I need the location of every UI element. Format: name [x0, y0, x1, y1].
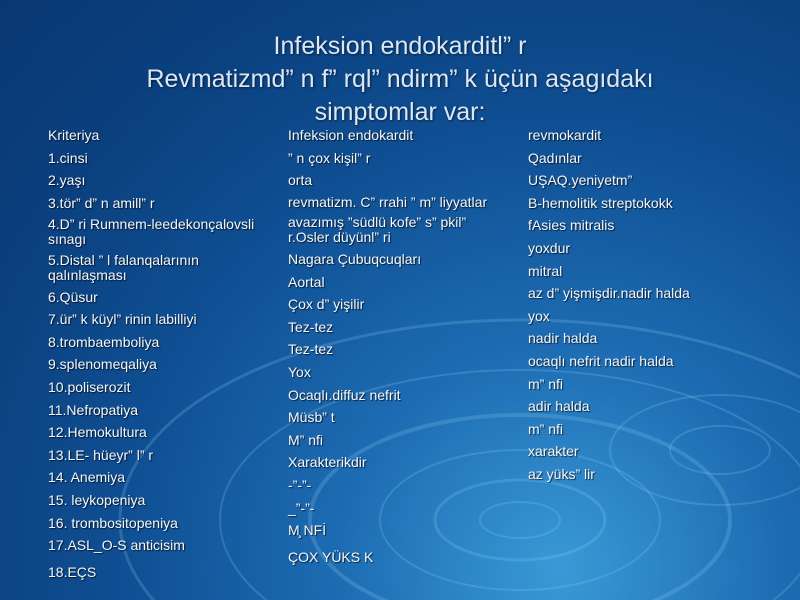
rheumocarditis-item: m” nfi — [528, 420, 563, 437]
rheumocarditis-item: adir halda — [528, 398, 590, 415]
endocarditis-item: ÇOX YÜKS K — [288, 549, 374, 566]
criteria-item: 12.Hemokultura — [48, 424, 147, 441]
rheumocarditis-item: yoxdur — [528, 239, 571, 256]
criteria-item: 4.D” ri Rumnem-leedekonçalovsli sınagı — [48, 216, 255, 248]
criteria-item: 14. Anemiya — [48, 469, 126, 486]
rheumocarditis-item: mitral — [528, 262, 563, 279]
criteria-item: 1.cinsi — [48, 149, 88, 166]
rheumocarditis-item: m” nfi — [528, 375, 563, 392]
endocarditis-item: Aortal — [288, 273, 325, 290]
endocarditis-item: Tez-tez — [288, 341, 334, 358]
rheumocarditis-item: fAsies mitralis — [528, 217, 615, 234]
criteria-item: 15. leykopeniya — [48, 491, 146, 508]
criteria-item: 8.trombaemboliya — [48, 333, 160, 350]
endocarditis-item: Ocaqlı.diffuz nefrit — [288, 386, 401, 403]
criteria-item: 10.poliserozit — [48, 378, 131, 395]
criteria-item: 16. trombositopeniya — [48, 514, 178, 531]
criteria-item: 3.tör” d” n amill” r — [48, 194, 155, 211]
criteria-item: 18.EÇS — [48, 564, 97, 581]
endocarditis-item: Tez-tez — [288, 318, 334, 335]
title-line-1: Infeksion endokarditl” r — [273, 32, 527, 60]
rheumocarditis-column — [528, 127, 778, 489]
endocarditis-item: Infeksion endokardit — [288, 127, 414, 143]
endocarditis-item: _”-”- — [288, 499, 315, 516]
title-line-2: Revmatizmd” n f” rql” ndirm” k üçün aşagıdakı — [146, 65, 654, 93]
criteria-item: 7.ür” k küyl” rinin labilliyi — [48, 311, 197, 328]
rheumocarditis-item: az d” yişmişdir.nadir halda — [528, 285, 690, 302]
rheumocarditis-item: Qadınlar — [528, 149, 582, 166]
infective-endocarditis-column — [288, 127, 508, 572]
criteria-item: 9.splenomeqaliya — [48, 356, 157, 373]
endocarditis-item: M” nfi — [288, 431, 323, 448]
endocarditis-item: ” n çox kişil” r — [288, 149, 371, 166]
criteria-item: Kriteriya — [48, 127, 100, 143]
criteria-item: 5.Distal ” l falanqalarının qalınlaşması — [48, 251, 199, 283]
criteria-item: 17.ASL_O-S anticisim — [48, 537, 185, 554]
rheumocarditis-item: az yüks” lir — [528, 465, 595, 482]
endocarditis-item: M̧ NFİ — [288, 522, 327, 539]
endocarditis-item: avazımış ”südlü kofe” s” pkil” r.Osler düyünl” ri — [288, 214, 467, 246]
criteria-column — [48, 127, 258, 587]
rheumocarditis-item: nadir halda — [528, 330, 598, 347]
rheumocarditis-item: ocaqlı nefrit nadir halda — [528, 352, 674, 369]
criteria-item: 13.LE- hüeyr” l” r — [48, 446, 154, 463]
rheumocarditis-item: xarakter — [528, 443, 579, 460]
rheumocarditis-item: yox — [528, 307, 550, 324]
endocarditis-item: Nagara Çubuqcuqları — [288, 250, 422, 267]
rheumocarditis-item: B-hemolitik streptokokk — [528, 194, 673, 211]
rheumocarditis-item: revmokardit — [528, 127, 602, 143]
endocarditis-item: -”-”- — [288, 476, 312, 493]
criteria-item: 2.yaşı — [48, 172, 86, 189]
endocarditis-item: Çox d” yişilir — [288, 296, 365, 313]
rheumocarditis-item: UŞAQ.yeniyetm” — [528, 172, 633, 189]
title-line-3: simptomlar var: — [314, 98, 486, 126]
criteria-item: 6.Qüsur — [48, 288, 98, 305]
endocarditis-item: Müsb” t — [288, 409, 335, 426]
criteria-item: 11.Nefropatiya — [48, 401, 139, 418]
endocarditis-item: orta — [288, 172, 313, 189]
endocarditis-item: revmatizm. C” rrahi ” m” liyyatlar — [288, 193, 488, 210]
endocarditis-item: Yox — [288, 363, 311, 380]
endocarditis-item: Xarakterikdir — [288, 454, 367, 471]
slide-title — [0, 30, 800, 129]
